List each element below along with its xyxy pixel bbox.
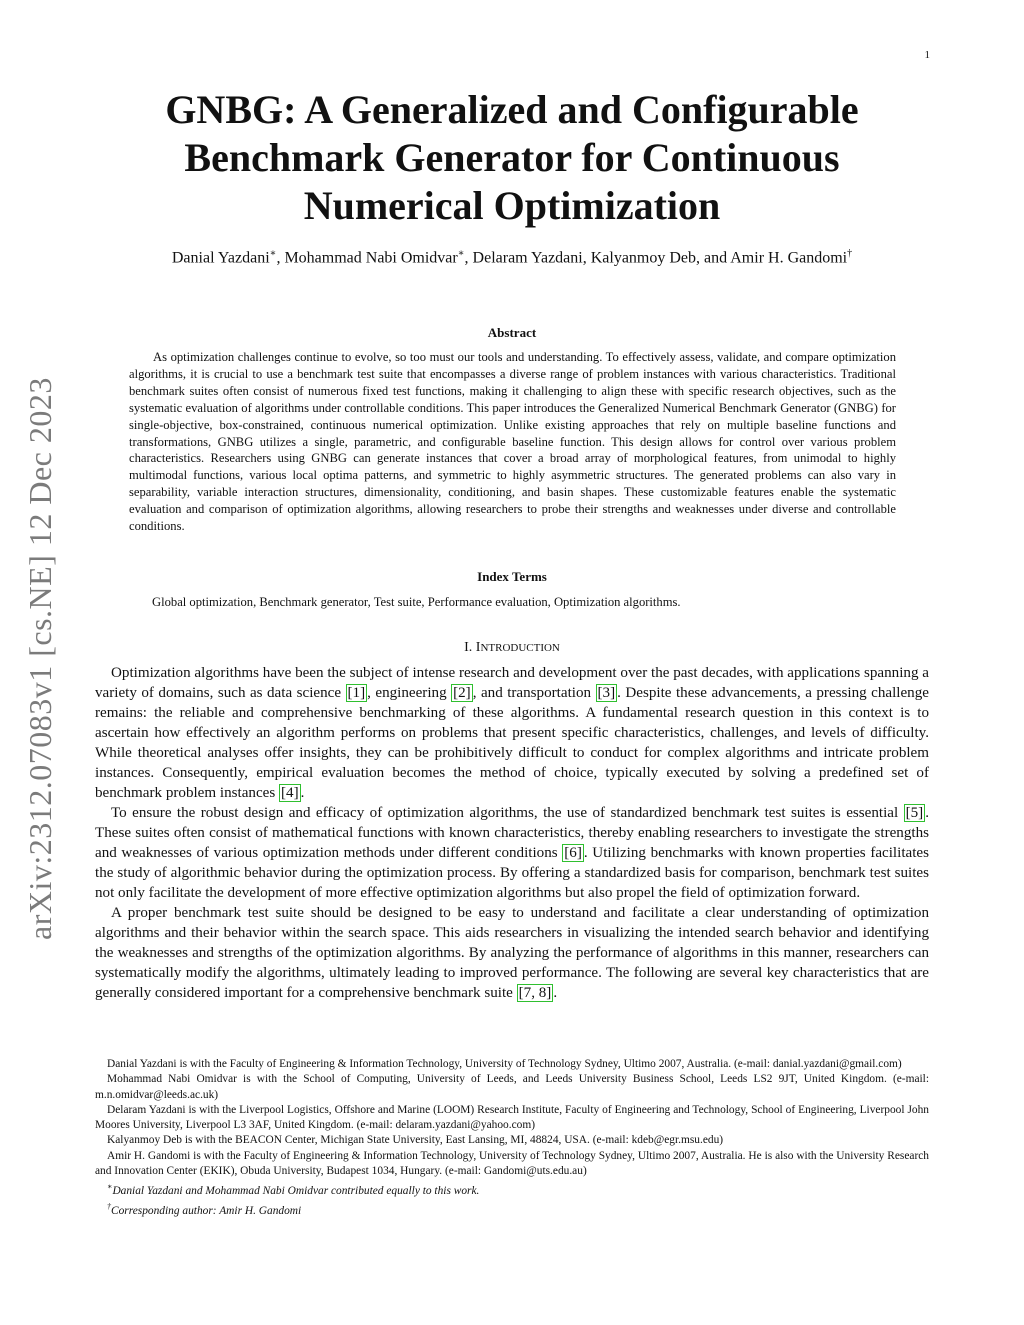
introduction-body xyxy=(95,663,929,1003)
abstract-text: As optimization challenges continue to evolve, so too must our tools and understanding. To effectively assess, validate, and compare optimization algorithms, it is crucial to use a benchmark test suite that encompasses a diverse range of problem instances with various characteristics. Traditional benchmark suites often consist of numerous fixed test functions, making it challenging to align these with specific research objectives, such as the systematic evaluation of algorithms under controllable conditions. This paper introduces the Generalized Numerical Benchmark Generator (GNBG) for single-objective, box-constrained, continuous numerical optimization. Unlike existing approaches that rely on multiple baseline functions and transformations, GNBG utilizes a single, parametric, and configurable baseline function. This design allows for control over various problem characteristics. Researchers using GNBG can generate instances that cover a broad array of morphological features, from unimodal to highly multimodal functions, various local optima patterns, and symmetric to highly asymmetric structures. The generated problems can also vary in separability, variable interaction structures, dimensionality, conditioning, and basin shapes. These customizable features enable the systematic evaluation and comparison of optimization algorithms, allowing researchers to probe their strengths and weaknesses under diverse and controllable conditions. xyxy=(129,350,896,534)
section-heading-introduction xyxy=(0,640,1024,656)
text-run: , engineering xyxy=(367,685,452,701)
author-omidvar: Mohammad Nabi Omidvar xyxy=(284,249,458,267)
intro-paragraph-3 xyxy=(95,903,929,1003)
title-line-1: GNBG: A Generalized and Configurable xyxy=(165,87,859,132)
section-title-initial: I xyxy=(475,640,481,655)
citation-link[interactable]: [7, 8] xyxy=(518,985,552,1001)
index-terms-heading: Index Terms xyxy=(477,569,547,584)
title-line-3: Numerical Optimization xyxy=(303,183,721,228)
text-run: . Utilizing benchmarks with known properties facilitates the study of algorithmic behavior during the optimization process. By offering a standardized basis for comparison, benchmark test suites not only facilitate the development of more effective optimization algorithms but also propel the field of optimization forward. xyxy=(95,845,929,901)
intro-paragraph-1 xyxy=(95,663,929,803)
author-list-middle: , Delaram Yazdani, Kalyanmoy Deb, and xyxy=(464,249,731,267)
author-separator: , xyxy=(276,249,285,267)
citation-link[interactable]: [3] xyxy=(597,685,616,701)
index-terms-text: Global optimization, Benchmark generator, Test suite, Performance evaluation, Optimization algorithms. xyxy=(152,595,681,609)
footnote-yazdani-d: Danial Yazdani is with the Faculty of Engineering & Information Technology, University of Technology Sydney, Ultimo 2007, Australia. (e-mail: danial.yazdani@gmail.com) xyxy=(107,1058,902,1070)
citation-link[interactable]: [1] xyxy=(347,685,366,701)
equal-contribution-mark: ∗ xyxy=(269,248,277,259)
text-run: A proper benchmark test suite should be designed to be easy to understand and facilitate a clear understanding of optimization algorithms and their behavior within the search space. This aids researchers in visualizing the intended search behavior and identifying the weaknesses and strengths of the optimization algorithms. By analyzing the performance of algorithms in this manner, researchers can systematically modify the algorithms, ultimately leading to improved performance. The following are several key characteristics that are generally considered important for a comprehensive benchmark suite xyxy=(95,905,929,1001)
author-yazdani-d: Danial Yazdani xyxy=(171,249,270,267)
citation-link[interactable]: [4] xyxy=(281,785,299,801)
title-line-2: Benchmark Generator for Continuous xyxy=(184,135,840,180)
corresponding-author-mark: † xyxy=(847,248,853,259)
section-title-smallcaps: NTRODUCTION xyxy=(480,642,560,654)
text-run: Optimization algorithms have been the subject of intense research and development over the past decades, with applications spanning a variety of domains, such as data science xyxy=(95,665,929,701)
text-run: To ensure the robust design and efficacy of optimization algorithms, the use of standardized benchmark test suites is essential xyxy=(111,805,904,821)
footnote-gandomi: Amir H. Gandomi is with the Faculty of Engineering & Information Technology, University of Technology Sydney, Ultimo 2007, Australia. He is also with the University Research and Innovation Center (EKIK), Obuda University, Budapest 1034, Hungary. (e-mail: Gandomi@uts.edu.au) xyxy=(95,1149,929,1178)
equal-contribution-mark: ∗ xyxy=(107,1182,113,1192)
text-run: . xyxy=(300,785,305,801)
footnote-equal-contribution xyxy=(95,1179,929,1199)
text-run: , and transportation xyxy=(472,685,596,701)
footnote-text: Danial Yazdani and Mohammad Nabi Omidvar contributed equally to this work. xyxy=(112,1185,480,1198)
citation-link[interactable]: [5] xyxy=(905,805,924,821)
citation-link[interactable]: [6] xyxy=(564,845,582,861)
footnote-deb: Kalyanmoy Deb is with the BEACON Center, Michigan State University, East Lansing, MI, 48824, USA. (e-mail: kdeb@egr.msu.edu) xyxy=(107,1134,724,1147)
footnote-omidvar: Mohammad Nabi Omidvar is with the School of Computing, University of Leeds, and Leeds University Business School, Leeds LS2 9JT, United Kingdom. (e-mail: m.n.omidvar@leeds.ac.uk) xyxy=(95,1073,929,1101)
text-run: . xyxy=(553,985,558,1001)
footnote-corresponding-author xyxy=(95,1199,929,1219)
text-run: . Despite these advancements, a pressing challenge remains: the reliable and comprehensive benchmarking of these algorithms. A fundamental research question in this context is to ascertain how effectively an algorithm performs on problems that present specific characteristics, challenges, and levels of difficulty. While theoretical analyses offer insights, they can be prohibitively difficult to conduct for complex algorithms and intricate problem instances. Consequently, empirical evaluation becomes the method of choice, typically executed by solving a predefined set of benchmark problem instances xyxy=(95,685,929,801)
paper-title xyxy=(110,86,914,230)
section-numeral: I. xyxy=(464,640,476,655)
page-number: 1 xyxy=(924,49,930,61)
arxiv-identifier-stamp: arXiv:2312.07083v1 [cs.NE] 12 Dec 2023 xyxy=(22,377,58,940)
text-run: . These suites often consist of mathematical functions with known characteristics, thereby enabling researchers to investigate the strengths and weaknesses of various optimization methods under different conditions xyxy=(95,805,929,861)
equal-contribution-mark: ∗ xyxy=(457,248,465,259)
intro-paragraph-2 xyxy=(95,803,929,903)
citation-link[interactable]: [2] xyxy=(453,685,471,701)
footnote-yazdani-del: Delaram Yazdani is with the Liverpool Logistics, Offshore and Marine (LOOM) Research Institute, Faculty of Engineering and Technology, School of Engineering, Liverpool John Moores University, Liverpool L3 3AF, United Kingdom. (e-mail: delaram.yazdani@yahoo.com) xyxy=(95,1103,929,1132)
abstract-heading: Abstract xyxy=(487,325,537,340)
footnote-text: Corresponding author: Amir H. Gandomi xyxy=(111,1205,302,1218)
author-gandomi: Amir H. Gandomi xyxy=(730,249,848,267)
author-list xyxy=(100,248,924,267)
corresponding-author-mark: † xyxy=(107,1202,111,1212)
author-footnotes xyxy=(95,1057,929,1220)
